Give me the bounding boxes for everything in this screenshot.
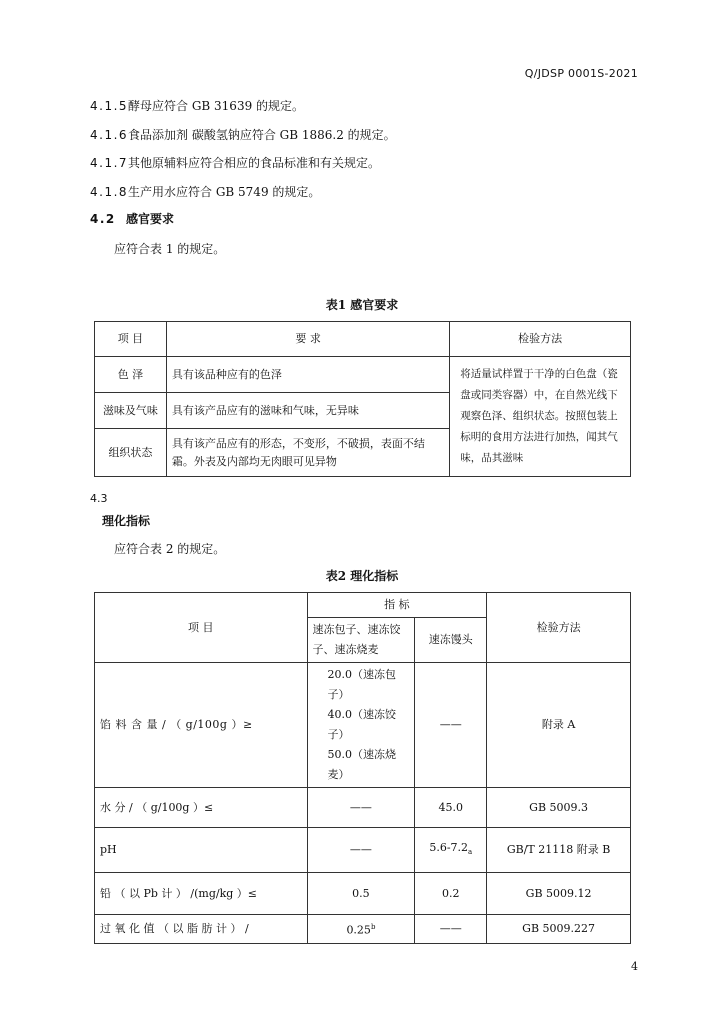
header-item: 项 目 bbox=[95, 322, 167, 357]
filling-bun: 20.0（速冻包子） bbox=[327, 668, 397, 701]
ph-note: a bbox=[468, 848, 473, 857]
ph-range: 5.6-7.2 bbox=[429, 840, 469, 854]
header-requirement: 要 求 bbox=[166, 322, 449, 357]
clause-number: 4.1.5 bbox=[90, 99, 129, 113]
clause-number: 4.1.7 bbox=[90, 156, 129, 170]
ph-method: GB/T 21118 附录 B bbox=[487, 828, 631, 873]
table-header-row bbox=[95, 322, 631, 357]
clause-text: 其他原辅料应符合相应的食品标准和有关规定。 bbox=[128, 156, 381, 170]
peroxide-note: b bbox=[370, 923, 376, 931]
row-item: 组织状态 bbox=[95, 429, 167, 477]
filling-mantou: —— bbox=[415, 663, 487, 788]
table-header-row bbox=[95, 593, 631, 618]
filling-values bbox=[307, 663, 415, 788]
table-row-ph bbox=[95, 828, 631, 873]
ph-v1: —— bbox=[307, 828, 415, 873]
section-4-2-body: 应符合表 1 的规定。 bbox=[114, 242, 226, 256]
clause-number: 4.1.8 bbox=[90, 185, 129, 199]
table2-caption: 表2 理化指标 bbox=[325, 569, 399, 583]
section-number: 4.2 bbox=[90, 212, 116, 226]
filling-dumpling: 40.0（速冻饺子） bbox=[327, 708, 397, 741]
page-number: 4 bbox=[631, 960, 638, 973]
row-requirement: 具有该产品应有的滋味和气味，无异味 bbox=[166, 393, 449, 429]
lead-v2: 0.2 bbox=[415, 873, 487, 915]
sensory-table bbox=[94, 321, 631, 477]
peroxide-method: GB 5009.227 bbox=[487, 915, 631, 944]
clause-text: 生产用水应符合 GB 5749 的规定。 bbox=[128, 185, 321, 199]
lead-method: GB 5009.12 bbox=[487, 873, 631, 915]
row-item: 过 氧 化 值 （ 以 脂 肪 计 ） / bbox=[95, 915, 308, 944]
section-4-2-heading bbox=[90, 211, 174, 227]
table-row-filling bbox=[95, 663, 631, 788]
section-4-3-number: 4.3 bbox=[90, 492, 108, 505]
moisture-v2: 45.0 bbox=[415, 788, 487, 828]
header-method: 检验方法 bbox=[450, 322, 631, 357]
clause-4-1-8 bbox=[90, 184, 320, 200]
row-item: pH bbox=[95, 828, 308, 873]
table1-caption: 表1 感官要求 bbox=[325, 298, 399, 312]
moisture-v1: —— bbox=[307, 788, 415, 828]
section-4-3-body: 应符合表 2 的规定。 bbox=[114, 542, 226, 556]
row-item: 铅 （ 以 Pb 计 ） /(mg/kg ）≤ bbox=[95, 873, 308, 915]
clause-4-1-7 bbox=[90, 155, 380, 171]
peroxide-v2: —— bbox=[415, 915, 487, 944]
table-row bbox=[95, 357, 631, 393]
peroxide-v1 bbox=[307, 915, 415, 944]
row-item: 水 分 / （ g/100g ）≤ bbox=[95, 788, 308, 828]
header-method: 检验方法 bbox=[487, 593, 631, 663]
clause-4-1-6 bbox=[90, 127, 396, 143]
filling-shaomai: 50.0（速冻烧麦） bbox=[327, 748, 397, 781]
header-item: 项 目 bbox=[95, 593, 308, 663]
row-item: 馅 料 含 量 / （ g/100g ）≥ bbox=[95, 663, 308, 788]
lead-v1: 0.5 bbox=[307, 873, 415, 915]
clause-text: 食品添加剂 碳酸氢钠应符合 GB 1886.2 的规定。 bbox=[128, 128, 396, 142]
ph-v2 bbox=[415, 828, 487, 873]
inspection-method: 将适量试样置于干净的白色盘（瓷盘或同类容器）中，在自然光线下观察色泽、组织状态。按照包装上标明的食用方法进行加热，闻其气味，品其滋味 bbox=[450, 357, 631, 477]
row-item: 色 泽 bbox=[95, 357, 167, 393]
header-index: 指 标 bbox=[307, 593, 487, 618]
table-row-peroxide bbox=[95, 915, 631, 944]
header-bun-dumpling-shaomai: 速冻包子、速冻饺子、速冻烧麦 bbox=[307, 618, 415, 663]
peroxide-value: 0.25 bbox=[346, 923, 371, 937]
clause-text: 酵母应符合 GB 31639 的规定。 bbox=[128, 99, 305, 113]
clause-4-1-5 bbox=[90, 98, 304, 114]
table-row-moisture bbox=[95, 788, 631, 828]
filling-method: 附录 A bbox=[487, 663, 631, 788]
section-4-3-title: 理化指标 bbox=[102, 514, 151, 528]
row-requirement: 具有该产品应有的形态，不变形，不破损，表面不结霜。外表及内部均无肉眼可见异物 bbox=[166, 429, 449, 477]
row-requirement: 具有该品种应有的色泽 bbox=[166, 357, 449, 393]
row-item: 滋味及气味 bbox=[95, 393, 167, 429]
table-row-lead bbox=[95, 873, 631, 915]
section-title: 感官要求 bbox=[126, 212, 175, 226]
physicochemical-table bbox=[94, 592, 631, 944]
clause-number: 4.1.6 bbox=[90, 128, 129, 142]
document-number: Q/JDSP 0001S-2021 bbox=[524, 67, 638, 80]
moisture-method: GB 5009.3 bbox=[487, 788, 631, 828]
header-mantou: 速冻馒头 bbox=[415, 618, 487, 663]
